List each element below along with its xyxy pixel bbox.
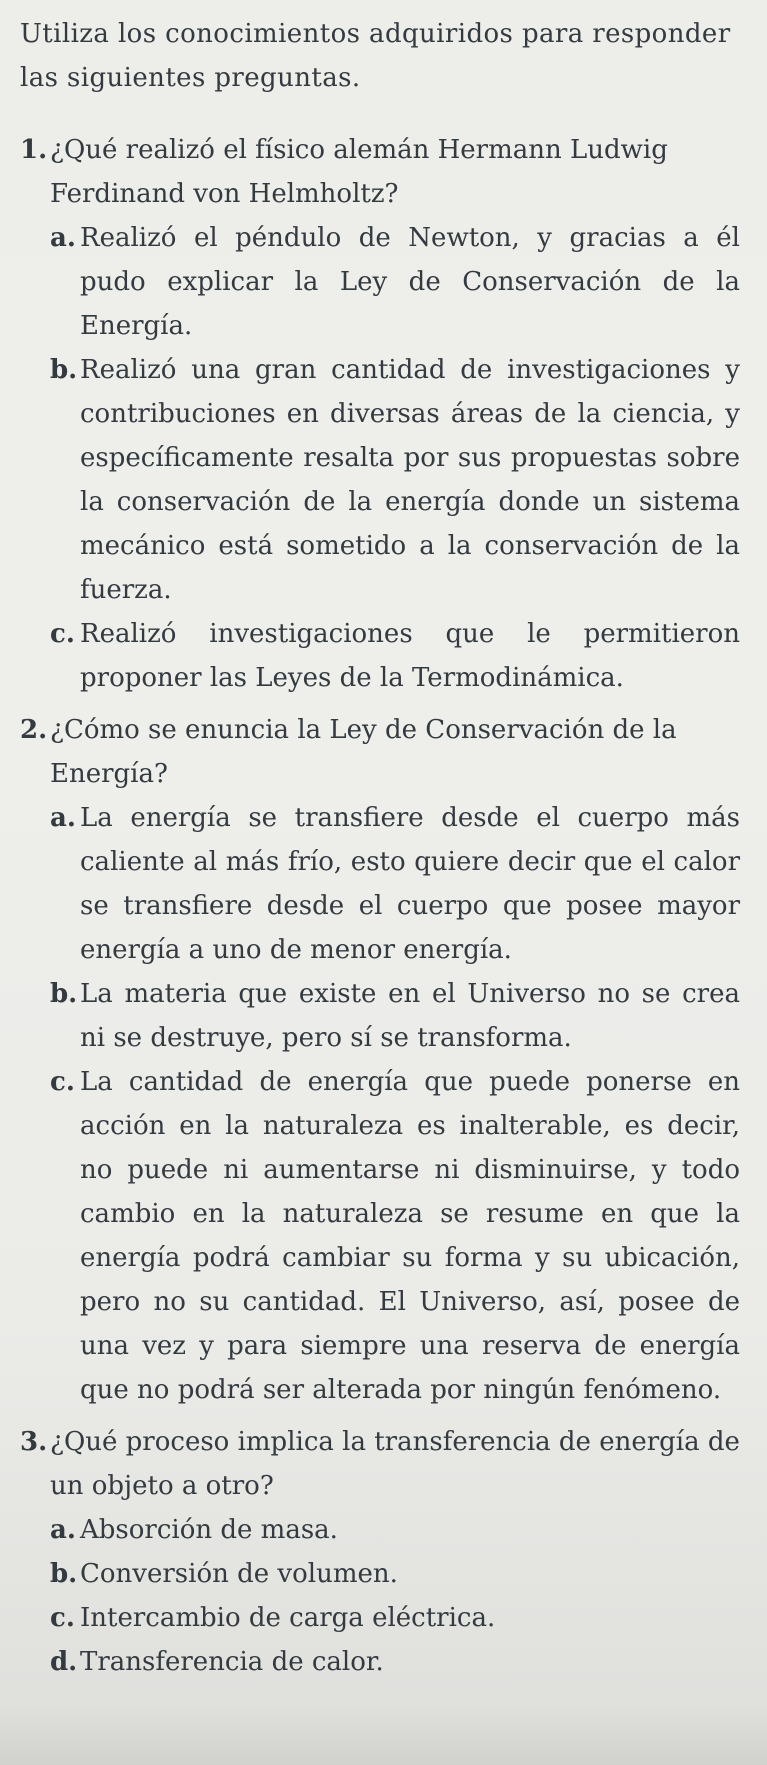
option-letter: a. <box>50 1515 76 1545</box>
option-text: Absorción de masa. <box>80 1515 338 1545</box>
option-letter: a. <box>50 803 76 833</box>
option-text: Transferencia de calor. <box>80 1647 384 1677</box>
question-3-options <box>50 1508 740 1684</box>
question-1-text: ¿Qué realizó el físico alemán Hermann Ludwig Ferdinand von Helmholtz? <box>50 135 668 209</box>
question-1-option-c[interactable] <box>50 612 740 700</box>
question-1 <box>20 128 740 700</box>
page-shadow <box>0 1705 767 1765</box>
question-1-options <box>50 216 740 700</box>
question-2-option-a[interactable] <box>50 796 740 972</box>
worksheet-page <box>20 12 740 1692</box>
question-3-option-b[interactable] <box>50 1552 740 1596</box>
option-text: Realizó una gran cantidad de investigaciones y contribuciones en diversas áreas de la ciencia, y específicamente resalta por sus propuestas sobre la conservación de la energía donde un sistema mecánico está sometido a la conservación de la fuerza. <box>80 355 740 605</box>
question-2-header <box>20 708 740 796</box>
question-3-option-d[interactable] <box>50 1640 740 1684</box>
question-2-text: ¿Cómo se enuncia la Ley de Conservación de la Energía? <box>50 715 677 789</box>
option-letter: a. <box>50 223 76 253</box>
question-2-options <box>50 796 740 1412</box>
option-letter: c. <box>50 1067 75 1097</box>
option-letter: c. <box>50 1603 75 1633</box>
question-3-text: ¿Qué proceso implica la transferencia de energía de un objeto a otro? <box>50 1427 740 1501</box>
option-letter: b. <box>50 979 78 1009</box>
question-2-number: 2. <box>20 715 48 745</box>
option-text: La cantidad de energía que puede ponerse en acción en la naturaleza es inalterable, es decir, no puede ni aumentarse ni disminuirse, y todo cambio en la naturaleza se resume en que la energía podrá cambiar su forma y su ubicación, pero no su cantidad. El Universo, así, posee de una vez y para siempre una reserva de energía que no podrá ser alterada por ningún fenómeno. <box>80 1067 740 1405</box>
question-3-header <box>20 1420 740 1508</box>
question-1-option-b[interactable] <box>50 348 740 612</box>
option-letter: d. <box>50 1647 78 1677</box>
question-1-header <box>20 128 740 216</box>
option-text: Conversión de volumen. <box>80 1559 398 1589</box>
question-1-option-a[interactable] <box>50 216 740 348</box>
question-3 <box>20 1420 740 1684</box>
question-2-option-b[interactable] <box>50 972 740 1060</box>
question-3-option-a[interactable] <box>50 1508 740 1552</box>
option-text: La energía se transfiere desde el cuerpo más caliente al más frío, esto quiere decir que el calor se transfiere desde el cuerpo que posee mayor energía a uno de menor energía. <box>80 803 740 965</box>
option-letter: c. <box>50 619 75 649</box>
option-text: Intercambio de carga eléctrica. <box>80 1603 496 1633</box>
option-text: Realizó investigaciones que le permitieron proponer las Leyes de la Termodinámica. <box>80 619 740 693</box>
question-3-option-c[interactable] <box>50 1596 740 1640</box>
option-letter: b. <box>50 1559 78 1589</box>
instructions: Utiliza los conocimientos adquiridos para responder las siguientes preguntas. <box>20 19 731 93</box>
question-2 <box>20 708 740 1412</box>
question-1-number: 1. <box>20 135 48 165</box>
question-3-number: 3. <box>20 1427 48 1457</box>
option-text: Realizó el péndulo de Newton, y gracias a él pudo explicar la Ley de Conservación de la Energía. <box>80 223 740 341</box>
option-text: La materia que existe en el Universo no se crea ni se destruye, pero sí se transforma. <box>80 979 740 1053</box>
option-letter: b. <box>50 355 78 385</box>
question-2-option-c[interactable] <box>50 1060 740 1412</box>
